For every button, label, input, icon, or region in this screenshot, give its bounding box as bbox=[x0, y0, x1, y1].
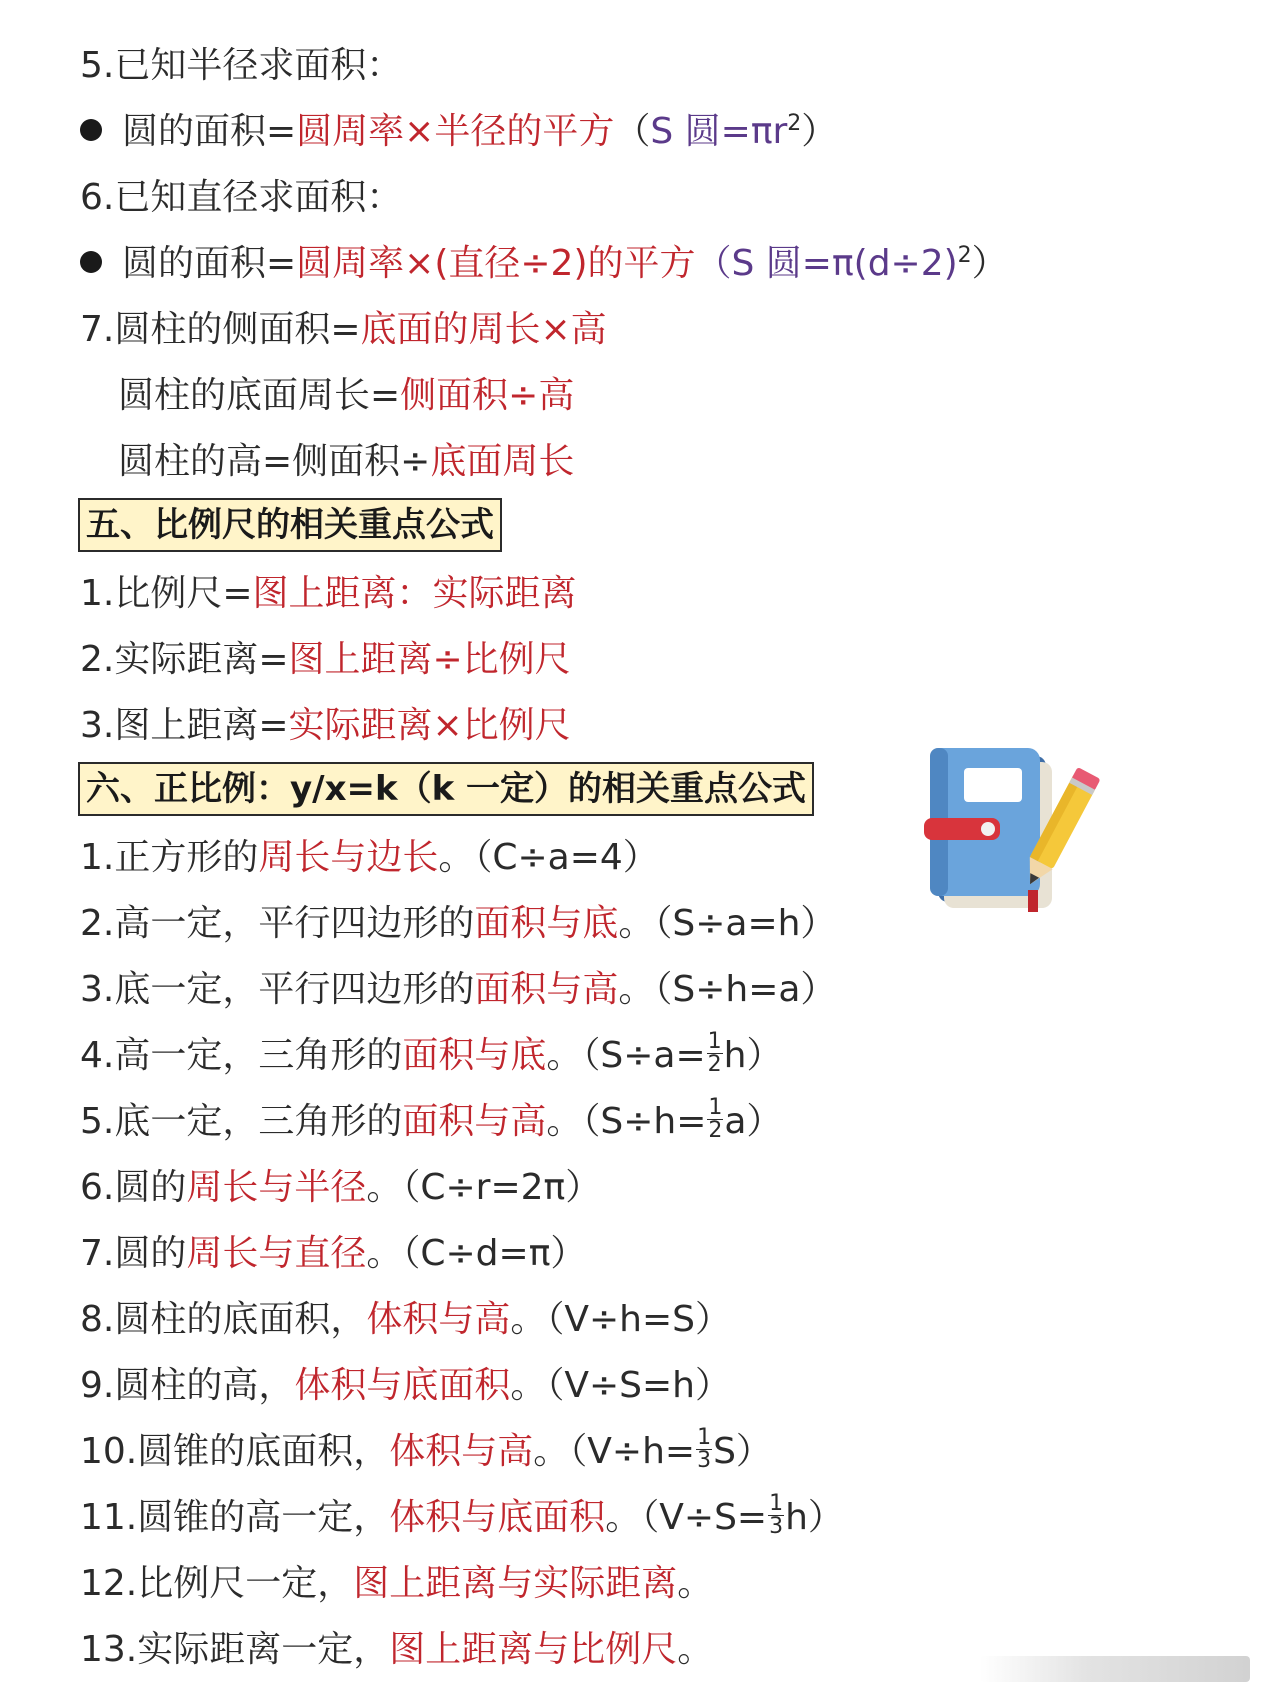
formula-line bbox=[80, 38, 402, 94]
formula-text: 11.圆锥的高一定， bbox=[80, 1497, 390, 1538]
formula-text: 圆周率×(直径÷2)的平方 bbox=[296, 243, 696, 284]
formula-text: 8.圆柱的底面积， bbox=[80, 1299, 367, 1340]
formula-text: 4.高一定，三角形的 bbox=[80, 1035, 403, 1076]
formula-text: 9.圆柱的高， bbox=[80, 1365, 295, 1406]
formula-text: 面积与底 bbox=[474, 903, 619, 944]
fraction-numerator: 1 bbox=[708, 1094, 723, 1120]
formula-line bbox=[80, 1094, 782, 1150]
formula-line bbox=[80, 1160, 601, 1216]
formula-text: 13.实际距离一定， bbox=[80, 1629, 390, 1670]
formula-text: ） bbox=[971, 243, 1008, 284]
fraction-denominator: 3 bbox=[697, 1447, 712, 1473]
formula-text: 体积与高 bbox=[366, 1299, 511, 1340]
fraction-numerator: 1 bbox=[697, 1424, 712, 1450]
fraction-denominator: 2 bbox=[707, 1051, 722, 1077]
exponent: 2 bbox=[957, 243, 972, 268]
formula-text: （ bbox=[695, 243, 732, 284]
fraction-denominator: 2 bbox=[708, 1117, 723, 1143]
formula-text: 。（S÷h=a） bbox=[618, 969, 837, 1010]
formula-text: 周长与边长 bbox=[258, 837, 439, 878]
formula-line bbox=[80, 698, 571, 754]
formula-text: 侧面积÷高 bbox=[400, 375, 575, 416]
formula-text: 体积与底面积 bbox=[294, 1365, 511, 1406]
formula-line bbox=[80, 962, 836, 1018]
formula-text: 体积与底面积 bbox=[389, 1497, 606, 1538]
fraction bbox=[707, 1094, 723, 1143]
formula-text: 面积与底 bbox=[402, 1035, 547, 1076]
formula-text: 圆柱的底面周长= bbox=[118, 375, 401, 416]
formula-text: 。（S÷h= bbox=[546, 1101, 707, 1142]
formula-text: 3.图上距离= bbox=[80, 705, 289, 746]
formula-text: 。（V÷S= bbox=[605, 1497, 768, 1538]
formula-text: 周长与直径 bbox=[186, 1233, 367, 1274]
formula-line bbox=[80, 236, 1008, 292]
formula-text: 。（V÷h=S） bbox=[510, 1299, 731, 1340]
formula-text: 3.底一定，平行四边形的 bbox=[80, 969, 475, 1010]
formula-text: 1.比例尺= bbox=[80, 573, 253, 614]
formula-text: 。（V÷h= bbox=[533, 1431, 696, 1472]
formula-text: 图上距离÷比例尺 bbox=[288, 639, 571, 680]
section-heading-scale: 五、比例尺的相关重点公式 bbox=[78, 498, 502, 552]
formula-text: 。 bbox=[677, 1629, 714, 1670]
formula-line bbox=[80, 1226, 586, 1282]
formula-text: 体积与高 bbox=[389, 1431, 534, 1472]
formula-line bbox=[80, 1424, 772, 1480]
fraction-numerator: 1 bbox=[707, 1028, 722, 1054]
formula-text: 图上距离：实际距离 bbox=[252, 573, 577, 614]
formula-line bbox=[118, 434, 574, 490]
formula-text: 面积与高 bbox=[402, 1101, 547, 1142]
formula-text: 实际距离×比例尺 bbox=[288, 705, 571, 746]
formula-text: 。（C÷r=2π） bbox=[366, 1167, 602, 1208]
formula-text: 。（S÷a= bbox=[546, 1035, 706, 1076]
formula-text: 圆的面积= bbox=[122, 243, 297, 284]
formula-line bbox=[80, 1490, 844, 1546]
formula-text: 5.底一定，三角形的 bbox=[80, 1101, 403, 1142]
formula-line bbox=[80, 1556, 713, 1612]
formula-text: 。 bbox=[677, 1563, 714, 1604]
formula-text: 。（V÷S=h） bbox=[510, 1365, 731, 1406]
watermark bbox=[980, 1656, 1250, 1682]
book-and-pencil-icon bbox=[920, 740, 1110, 915]
formula-line bbox=[80, 1358, 731, 1414]
formula-line bbox=[80, 1028, 782, 1084]
formula-line bbox=[80, 632, 571, 688]
formula-text: 6.已知直径求面积： bbox=[80, 177, 403, 218]
formula-text: 7.圆的 bbox=[80, 1233, 187, 1274]
formula-line bbox=[80, 302, 607, 358]
fraction bbox=[696, 1424, 712, 1473]
formula-text: 圆周率×半径的平方 bbox=[296, 111, 615, 152]
formula-line bbox=[80, 566, 577, 622]
formula-text: S 圆=πr bbox=[650, 111, 788, 152]
bullet-icon bbox=[80, 251, 102, 273]
formula-text: 2.高一定，平行四边形的 bbox=[80, 903, 475, 944]
formula-text: 底面周长 bbox=[430, 441, 575, 482]
bullet-icon bbox=[80, 119, 102, 141]
section-heading-direct-proportion: 六、正比例：y/x=k（k 一定）的相关重点公式 bbox=[78, 762, 814, 816]
formula-text: 6.圆的 bbox=[80, 1167, 187, 1208]
formula-text: 7.圆柱的侧面积= bbox=[80, 309, 361, 350]
formula-text: S） bbox=[713, 1431, 772, 1472]
formula-text: 。（C÷d=π） bbox=[366, 1233, 587, 1274]
formula-line bbox=[80, 1292, 731, 1348]
formula-text: 圆柱的高=侧面积÷ bbox=[118, 441, 431, 482]
formula-line bbox=[80, 170, 402, 226]
formula-line bbox=[80, 896, 836, 952]
formula-text: 图上距离与实际距离 bbox=[353, 1563, 678, 1604]
formula-text: 底面的周长×高 bbox=[360, 309, 607, 350]
formula-text: a） bbox=[724, 1101, 783, 1142]
formula-text: 10.圆锥的底面积， bbox=[80, 1431, 390, 1472]
formula-line bbox=[118, 368, 574, 424]
formula-line bbox=[80, 104, 837, 160]
formula-line bbox=[80, 830, 659, 886]
formula-text: 12.比例尺一定， bbox=[80, 1563, 354, 1604]
exponent: 2 bbox=[787, 111, 802, 136]
formula-text: 5.已知半径求面积： bbox=[80, 45, 403, 86]
fraction-denominator: 3 bbox=[769, 1513, 784, 1539]
fraction-numerator: 1 bbox=[769, 1490, 784, 1516]
formula-text: S 圆=π(d÷2) bbox=[731, 243, 958, 284]
formula-text: 。（S÷a=h） bbox=[618, 903, 837, 944]
fraction bbox=[707, 1028, 723, 1077]
formula-text: h） bbox=[723, 1035, 783, 1076]
formula-text: 1.正方形的 bbox=[80, 837, 259, 878]
formula-text: 圆的面积= bbox=[122, 111, 297, 152]
fraction bbox=[768, 1490, 784, 1539]
formula-text: 图上距离与比例尺 bbox=[389, 1629, 678, 1670]
formula-text: （ bbox=[614, 111, 651, 152]
formula-text: ） bbox=[801, 111, 838, 152]
formula-text: 2.实际距离= bbox=[80, 639, 289, 680]
formula-text: 。（C÷a=4） bbox=[438, 837, 659, 878]
formula-line bbox=[80, 1622, 713, 1678]
formula-text: 面积与高 bbox=[474, 969, 619, 1010]
formula-text: h） bbox=[785, 1497, 844, 1538]
formula-text: 周长与半径 bbox=[186, 1167, 367, 1208]
